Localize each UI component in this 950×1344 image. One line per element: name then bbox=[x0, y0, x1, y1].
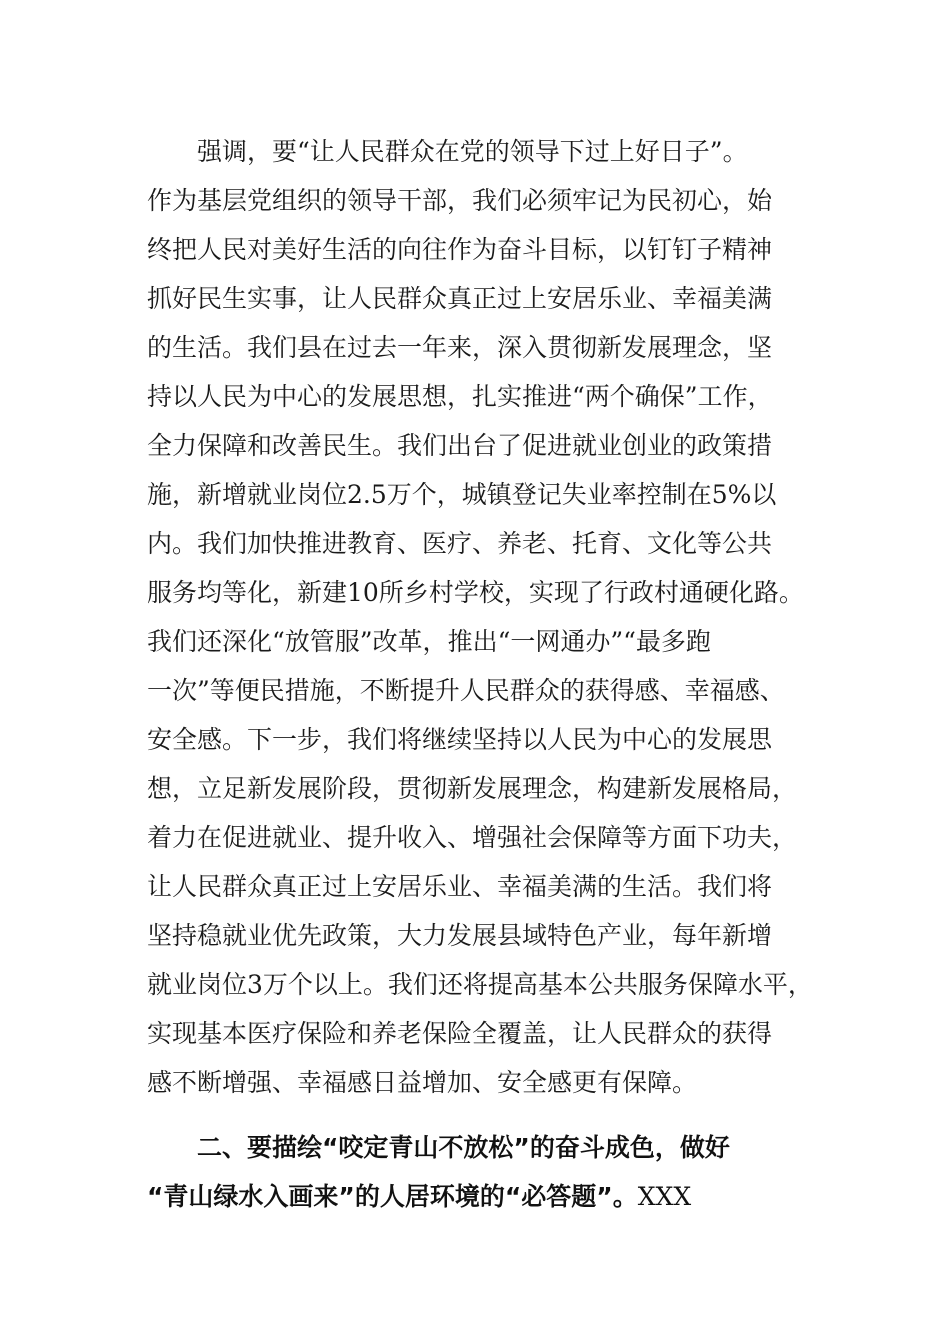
paragraph-line-16: 让人民群众真正过上安居乐业、幸福美满的生活。我们将 bbox=[147, 872, 773, 901]
section-heading-line-2 bbox=[147, 1181, 691, 1213]
paragraph-line-8: 施，新增就业岗位2.5万个，城镇登记失业率控制在5%以 bbox=[147, 480, 777, 509]
paragraph-line-3: 终把人民对美好生活的向往作为奋斗目标，以钉钉子精神 bbox=[147, 235, 773, 264]
paragraph-line-11: 我们还深化“放管服”改革，推出“一网通办”“最多跑 bbox=[147, 627, 711, 656]
section-heading-tail: XXX bbox=[637, 1182, 692, 1211]
paragraph-line-1: 强调，要“让人民群众在党的领导下过上好日子”。 bbox=[197, 137, 748, 166]
paragraph-line-4: 抓好民生实事，让人民群众真正过上安居乐业、幸福美满 bbox=[147, 284, 773, 313]
section-heading-line-1: 二、要描绘“咬定青山不放松”的奋斗成色，做好 bbox=[197, 1133, 730, 1162]
paragraph-line-9: 内。我们加快推进教育、医疗、养老、托育、文化等公共 bbox=[147, 529, 773, 558]
paragraph-line-13: 安全感。下一步，我们将继续坚持以人民为中心的发展思 bbox=[147, 725, 773, 754]
paragraph-line-14: 想，立足新发展阶段，贯彻新发展理念，构建新发展格局， bbox=[147, 774, 798, 803]
paragraph-line-12: 一次”等便民措施，不断提升人民群众的获得感、幸福感、 bbox=[147, 676, 785, 705]
paragraph-line-6: 持以人民为中心的发展思想，扎实推进“两个确保”工作， bbox=[147, 382, 773, 411]
paragraph-line-18: 就业岗位3万个以上。我们还将提高基本公共服务保障水平， bbox=[147, 970, 813, 999]
paragraph-line-17: 坚持稳就业优先政策，大力发展县域特色产业，每年新增 bbox=[147, 921, 773, 950]
paragraph-line-15: 着力在促进就业、提升收入、增强社会保障等方面下功夫， bbox=[147, 823, 798, 852]
section-heading-text: “青山绿水入画来”的人居环境的“必答题”。 bbox=[147, 1182, 638, 1211]
paragraph-line-5: 的生活。我们县在过去一年来，深入贯彻新发展理念，坚 bbox=[147, 333, 773, 362]
paragraph-line-10: 服务均等化，新建10所乡村学校，实现了行政村通硬化路。 bbox=[147, 578, 804, 607]
paragraph-line-7: 全力保障和改善民生。我们出台了促进就业创业的政策措 bbox=[147, 431, 773, 460]
paragraph-line-20: 感不断增强、幸福感日益增加、安全感更有保障。 bbox=[147, 1068, 698, 1097]
paragraph-line-19: 实现基本医疗保险和养老保险全覆盖，让人民群众的获得 bbox=[147, 1019, 773, 1048]
paragraph-line-2: 作为基层党组织的领导干部，我们必须牢记为民初心，始 bbox=[147, 186, 773, 215]
